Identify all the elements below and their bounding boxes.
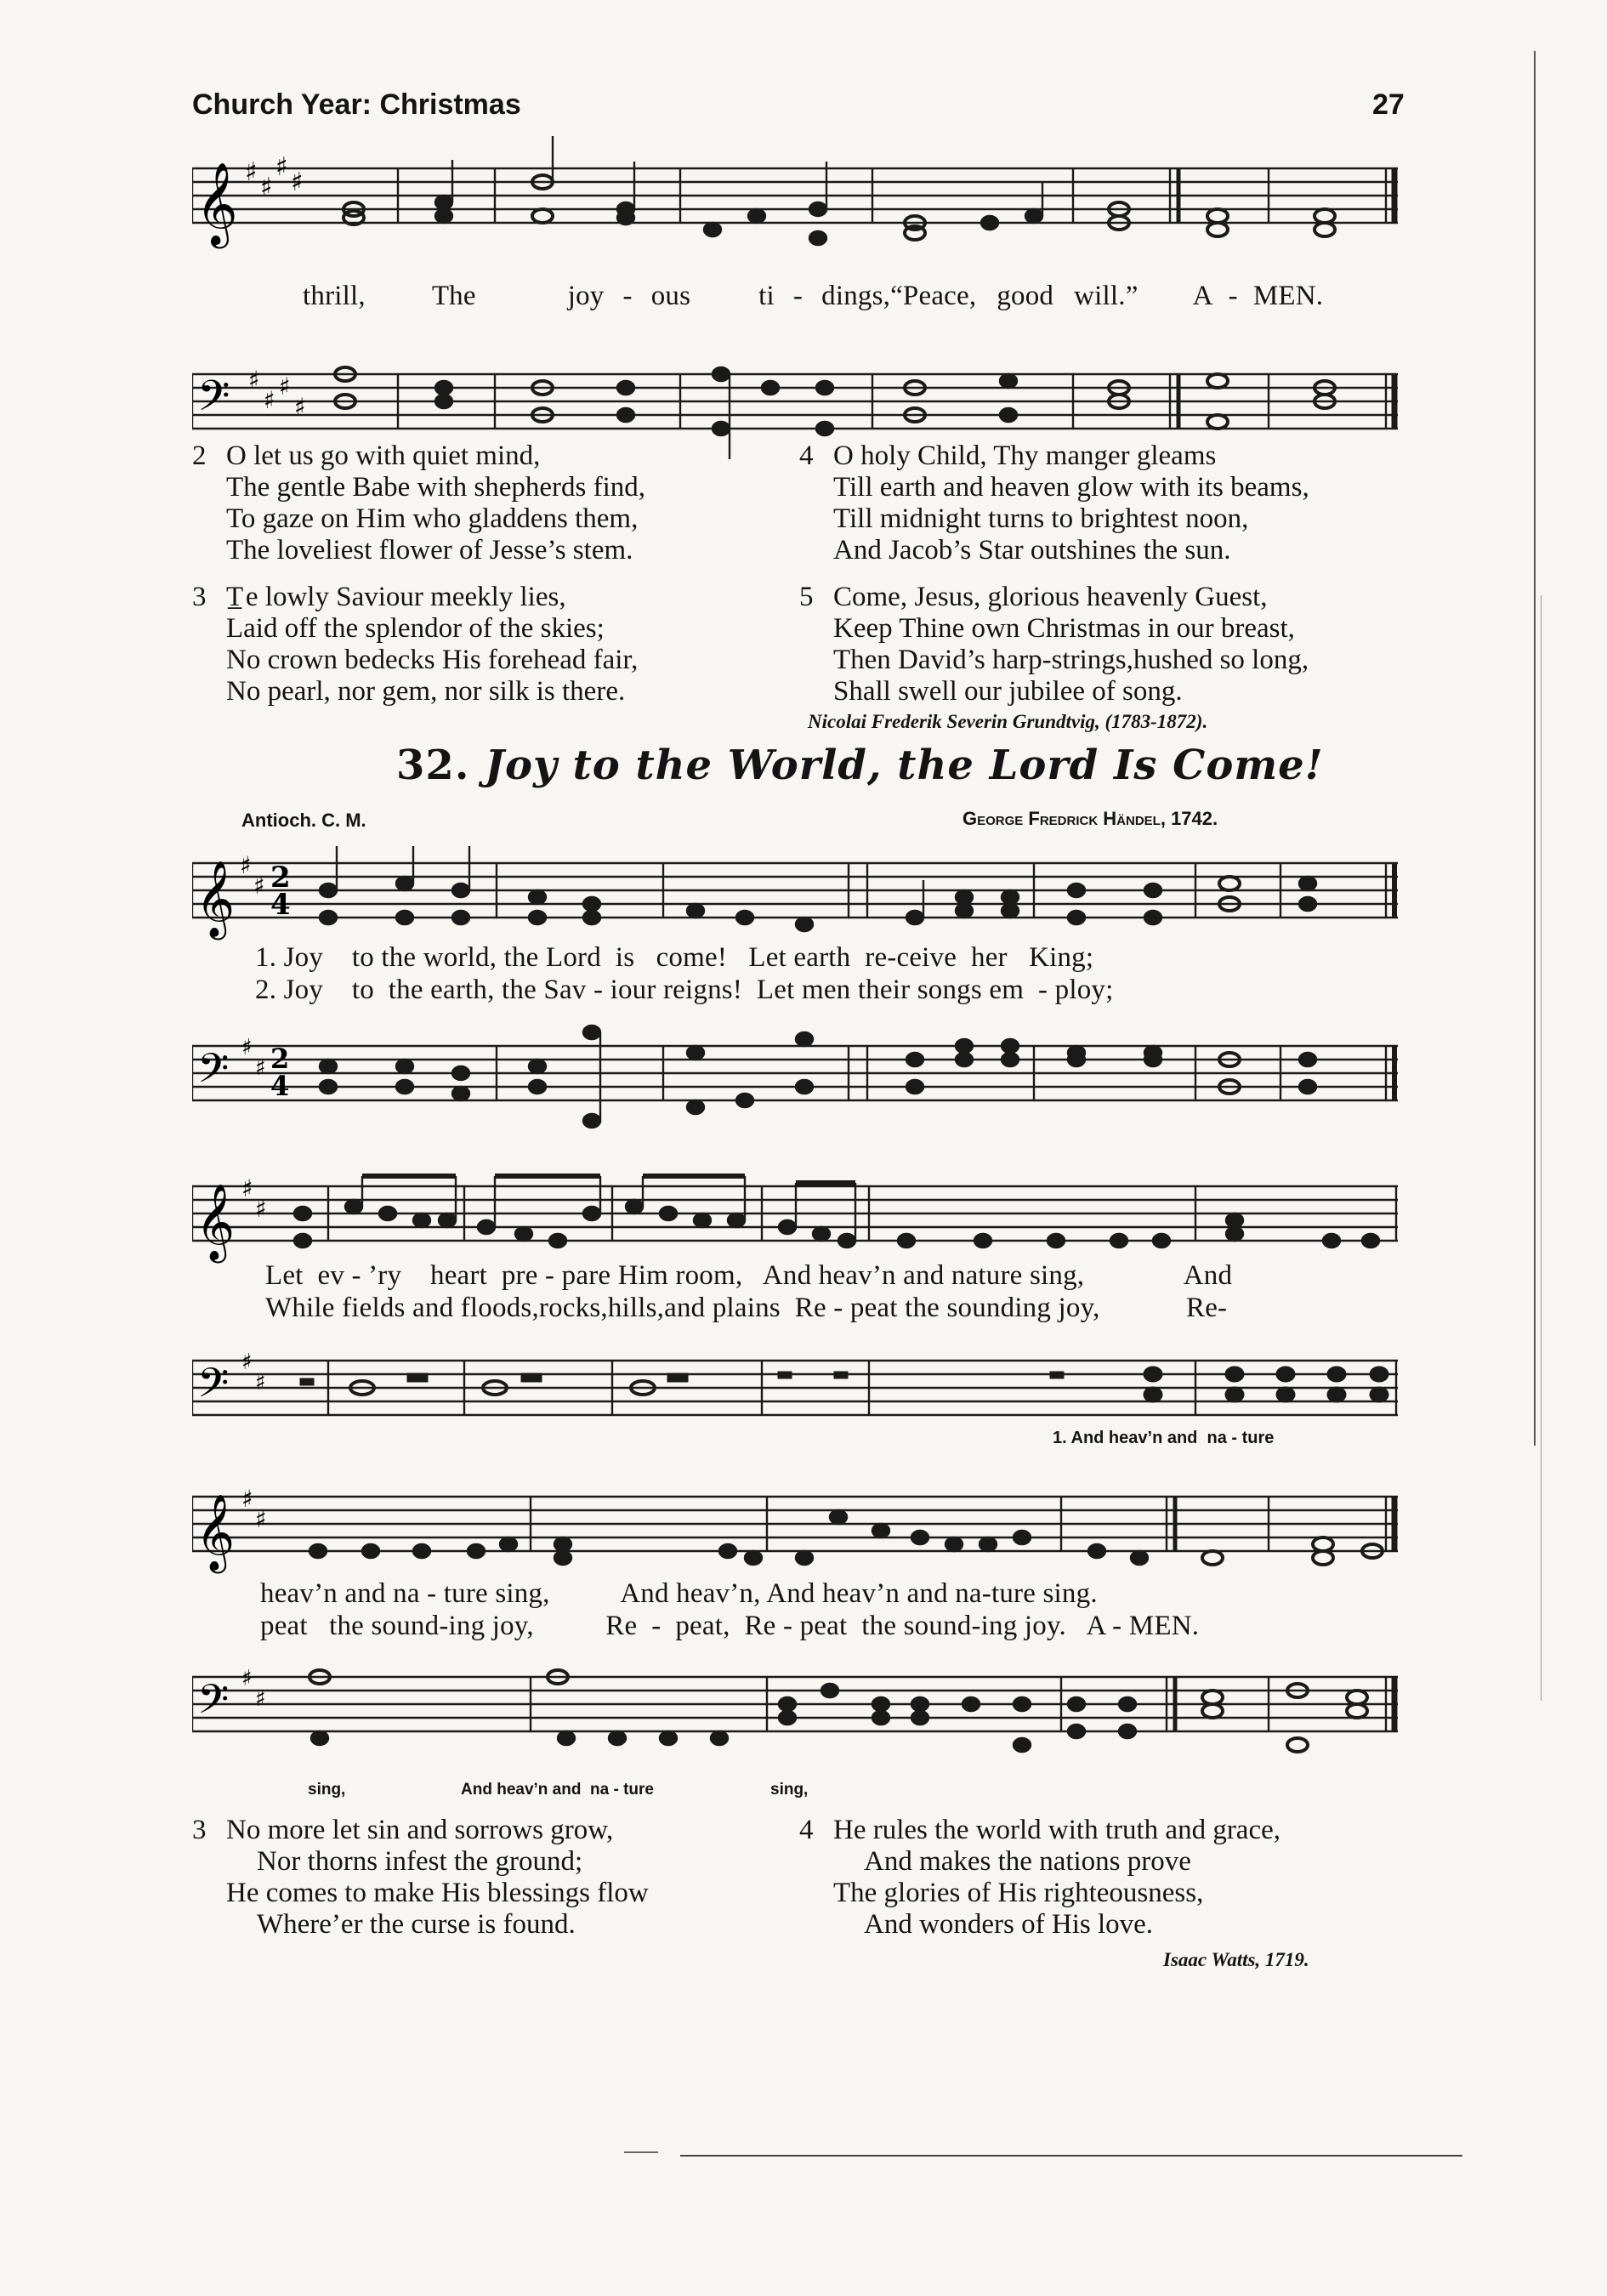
svg-text:2: 2: [270, 861, 291, 895]
svg-text:♯: ♯: [241, 1485, 253, 1513]
svg-text:4: 4: [270, 1070, 290, 1102]
lyric-syllable: A: [1192, 281, 1213, 311]
stanza-number: 2: [192, 440, 207, 471]
lyric-syllable: thrill,: [303, 281, 366, 311]
stanza-line: Till earth and heaven glow with its beams,: [833, 472, 1309, 503]
svg-text:♯: ♯: [264, 386, 275, 414]
lyric-syllable: -: [792, 281, 804, 311]
stanza-line: Laid off the splendor of the skies;: [226, 613, 605, 644]
stanza-line: And wonders of His love.: [864, 1909, 1154, 1940]
svg-text:♯: ♯: [241, 1174, 253, 1202]
lyric-syllable: -: [622, 281, 633, 311]
stanza-number: 3: [192, 1815, 207, 1845]
treble-staff-hymn31-end: [192, 128, 1400, 306]
bottom-rule: [680, 2155, 1462, 2157]
svg-text:♯: ♯: [245, 157, 258, 187]
hymn31-stanza-3: [192, 582, 787, 708]
hymn32-stanza-3: [192, 1815, 804, 1941]
stanza-line: T̲ e lowly Saviour meekly lies,: [226, 582, 566, 612]
binding-edge-line-2: [1541, 595, 1542, 1701]
lyric-syllable: dings,“Peace,: [821, 281, 977, 311]
stanza-line: No crown bedecks His forehead fair,: [226, 645, 639, 675]
hymn32-credit: Isaac Watts, 1719.: [1163, 1949, 1309, 1970]
svg-text:♯: ♯: [255, 1055, 266, 1081]
svg-text:♯: ♯: [291, 168, 304, 197]
system2-bass-text: 1. And heav’n and na - ture: [1053, 1429, 1275, 1447]
stanza-line: He rules the world with truth and grace,: [833, 1815, 1281, 1845]
svg-text:4: 4: [270, 888, 291, 922]
hymn32-title-line: [396, 742, 1324, 789]
hymn32-stanza-4: [799, 1815, 1445, 1941]
svg-text:𝄢: 𝄢: [197, 1044, 230, 1102]
stanza-line: Come, Jesus, glorious heavenly Guest,: [833, 582, 1268, 612]
lyric-syllable: -: [1228, 281, 1238, 311]
lyric-syllable: good: [997, 281, 1054, 311]
lyric-syllable: ti: [758, 281, 775, 311]
stanza-number: 3: [192, 582, 207, 612]
svg-text:♯: ♯: [275, 152, 288, 182]
system3-verse2: peat the sound-ing joy, Re - peat, Re - peat the sound-ing joy. A - MEN.: [260, 1611, 1200, 1641]
stanza-line: Shall swell our jubilee of song.: [833, 676, 1183, 707]
system3-bass-text-3: sing,: [770, 1781, 809, 1799]
hymn31-stanza-5: [799, 582, 1428, 708]
stanza-number: 4: [799, 440, 814, 471]
hymn31-stanza-4: [799, 440, 1428, 566]
system1-verse1: 1. Joy to the world, the Lord is come! Let earth re-ceive her King;: [255, 942, 1094, 973]
lyric-syllable: The: [431, 281, 476, 311]
stanza-line: The glories of His righteousness,: [833, 1878, 1204, 1908]
bottom-rule-dash: [624, 2151, 658, 2153]
svg-text:♯: ♯: [241, 1666, 253, 1691]
stanza-line: And makes the nations prove: [864, 1846, 1191, 1877]
stanza-line: Where’er the curse is found.: [257, 1909, 576, 1940]
svg-text:𝄢: 𝄢: [197, 1675, 230, 1733]
system1-verse2: 2. Joy to the earth, the Sav - iour reigns! Let men their songs em - ploy;: [255, 975, 1114, 1005]
stanza-line: Then David’s harp-strings,hushed so long,: [833, 645, 1309, 675]
svg-text:♯: ♯: [294, 393, 306, 421]
stanza-line: O let us go with quiet mind,: [226, 440, 541, 471]
svg-text:♯: ♯: [241, 1350, 253, 1375]
stanza-line: O holy Child, Thy manger gleams: [833, 440, 1217, 471]
lyric-syllable: MEN.: [1252, 281, 1324, 311]
svg-text:♯: ♯: [255, 1195, 267, 1223]
hymn32-title: Joy to the World, the Lord Is Come!: [485, 742, 1324, 789]
stanza-line: To gaze on Him who gladdens them,: [226, 503, 639, 534]
svg-text:𝄞: 𝄞: [196, 1184, 236, 1260]
hymn31-credit: Nicolai Frederik Severin Grundtvig, (1783-1872).: [808, 711, 1208, 732]
system3-bass-text-1: sing,: [308, 1781, 346, 1799]
svg-text:2: 2: [270, 1043, 290, 1075]
stanza-number: 4: [799, 1815, 814, 1845]
lyric-syllable: ous: [650, 281, 691, 311]
svg-text:♯: ♯: [241, 1035, 253, 1060]
bass-staff-system3: [192, 1643, 1400, 1770]
svg-text:♯: ♯: [279, 372, 291, 401]
stanza-line: The gentle Babe with shepherds find,: [226, 472, 646, 503]
stanza-number: 5: [799, 582, 814, 612]
bass-staff-system1: [192, 1012, 1400, 1139]
stanza-line: No more let sin and sorrows grow,: [226, 1815, 614, 1845]
stanza-line: And Jacob’s Star outshines the sun.: [833, 535, 1231, 565]
hymn32-number: 32.: [396, 742, 470, 789]
svg-text:♯: ♯: [255, 1686, 266, 1712]
svg-text:♯: ♯: [240, 851, 252, 879]
hymn32-tune: Antioch. C. M.: [241, 810, 366, 831]
svg-text:♯: ♯: [255, 1505, 267, 1533]
stanza-line: Nor thorns infest the ground;: [257, 1846, 583, 1877]
lyric-syllable: will.”: [1074, 281, 1139, 311]
svg-text:𝄢: 𝄢: [197, 372, 230, 431]
stanza-line: Till midnight turns to brightest noon,: [833, 503, 1249, 534]
running-header: Church Year: Christmas: [192, 88, 521, 121]
stanza-line: Keep Thine own Christmas in our breast,: [833, 613, 1295, 644]
hymn31-ending-lyrics: [303, 281, 1323, 312]
svg-text:♯: ♯: [260, 173, 273, 202]
svg-text:♯: ♯: [255, 1370, 266, 1395]
binding-edge-line: [1534, 51, 1536, 1446]
svg-text:𝄞: 𝄞: [196, 1494, 236, 1571]
stanza-line: No pearl, nor gem, nor silk is there.: [226, 676, 626, 707]
treble-staff-system1: [192, 829, 1400, 957]
svg-text:𝄢: 𝄢: [197, 1359, 230, 1417]
lyric-syllable: joy: [567, 281, 605, 311]
svg-text:𝄞: 𝄞: [196, 861, 236, 937]
stanza-line: He comes to make His blessings flow: [226, 1878, 649, 1908]
svg-text:𝄞: 𝄞: [196, 162, 238, 245]
hymn31-stanza-2: [192, 440, 787, 566]
system3-bass-text-2: And heav’n and na - ture: [461, 1781, 654, 1799]
stanza-line: The loveliest flower of Jesse’s stem.: [226, 535, 633, 565]
page-number: 27: [1372, 88, 1405, 121]
system2-verse2: While fields and floods,rocks,hills,and plains Re - peat the sounding joy, Re-: [265, 1293, 1228, 1323]
svg-text:♯: ♯: [253, 872, 265, 900]
svg-text:♯: ♯: [248, 366, 260, 394]
system2-verse1: Let ev - ’ry heart pre - pare Him room, And heav’n and nature sing, And: [265, 1260, 1233, 1291]
system3-verse1: heav’n and na - ture sing, And heav’n, And heav’n and na-ture sing.: [260, 1578, 1098, 1609]
hymn32-composer: George Fredrick Händel, 1742.: [962, 808, 1218, 829]
